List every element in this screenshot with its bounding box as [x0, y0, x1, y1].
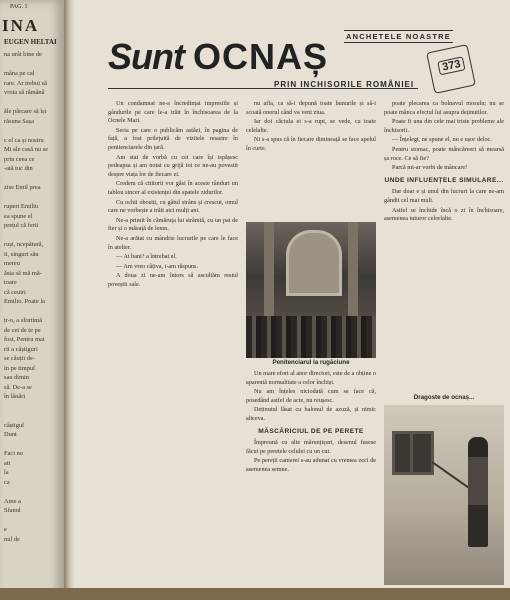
paragraph: Pe pereții camerei s-au adunat cu vremea zeci de asemenea semne. [246, 457, 376, 473]
paragraph: Astfel se închide încă o zi în închisoare, asemenea tuturor celorlalte. [384, 206, 504, 223]
left-page-line: mereu [4, 260, 20, 267]
paragraph: Iar doi căciula ei s-a rupt, se vede, ca toate celelalte. [246, 118, 376, 134]
paragraph: Credem că cititorii vor găsi în aceste rânduri un tablou sincer al existenței din spatele zidurilor. [108, 180, 238, 196]
prisoner-sweeping-photo [384, 405, 504, 585]
left-page-line [0, 487, 64, 497]
left-page-line: răsuna Sașa [4, 117, 34, 125]
left-page-line: prin ceea ce [4, 155, 35, 163]
left-page-line: Faci nu [4, 450, 23, 457]
series-label: ANCHETELE NOASTRE [346, 32, 451, 41]
photo-altar-arch [286, 230, 342, 296]
left-page-line: țr-o, a sfortimă [4, 317, 43, 324]
paragraph: Poate fi una din cele mai triste probleme ale închisorii. [384, 118, 504, 134]
left-page-line: ii, singuri său [4, 250, 39, 258]
photo-broom [432, 461, 472, 490]
masthead [74, 26, 510, 96]
left-page-line: prețul că ferii [4, 222, 39, 229]
left-page-line: Dunt [4, 431, 17, 438]
text-column-2-top [246, 100, 376, 220]
left-page-line: e [4, 526, 7, 533]
left-page-line [0, 411, 64, 421]
left-page-line: se căuții de- [4, 355, 35, 362]
left-page-line: fost, Pentru mai [4, 336, 45, 343]
left-page-line: ruperi Emiliu [4, 203, 39, 210]
left-page-line [0, 231, 64, 241]
title-word-1: Sunt [108, 36, 184, 77]
paragraph: Deținutul lăsat cu balonul de azuză, și nimic altceva. [246, 406, 376, 422]
paragraph: — Am vreo câțiva, i-am răspuns. [116, 262, 198, 270]
left-page-line [0, 307, 64, 317]
paragraph: nu afla, ca să-i depună toate bunurile și să-i scoată onorul când va veni ziua. [246, 100, 376, 116]
badge-number: 373 [437, 56, 466, 75]
paragraph: Parcă mi-ar vorbi de mâncare! [392, 164, 468, 172]
paragraph: Ne-a primit în cămăruța lui strâmtă, cu un pat de fier și o măsuță de lemn. [108, 216, 238, 233]
paragraph: Pentru stomac, poate mâncăreeri să mearsă șa roce. Ce să fie? [384, 145, 504, 162]
left-page-line [0, 516, 64, 526]
paragraph: Împreună cu alte mărunțișuri, desenul fusese făcut pe peretele celulei cu un cui. [246, 439, 376, 455]
section-heading: MĂSCĂRICIUL DE PE PERETE [258, 427, 364, 435]
book-cover-edge [0, 588, 510, 600]
left-page-line: să. De-a se [4, 383, 32, 391]
paragraph: — Ai bani? a întrebat el. [116, 253, 177, 261]
left-page-author: EUGEN HELTAI [4, 38, 57, 46]
prisoner-number-badge [426, 44, 476, 94]
left-page-line: ca [4, 478, 10, 486]
left-page-line: câștigul [4, 421, 24, 429]
article-page [74, 0, 510, 600]
photo-crowd [246, 316, 376, 358]
paragraph: Nu am înțeles niciodată cum se face că, posedând astfel de acte, nu reușesc. [246, 388, 376, 404]
left-page-header: PAG. 1 [10, 4, 28, 10]
paragraph: Cu ochii obosiți, cu gâtul strâns și crescut, omul care ne vorbește a trăit aici mulți ani. [108, 198, 238, 215]
paragraph: A doua zi ne-am întors să ascultăm restul poveștii sale. [108, 272, 238, 288]
left-page-line: Sfanul [4, 507, 21, 514]
left-page-line: Emilio. Poate la [4, 298, 45, 305]
title-word-2: OCNAȘ [193, 36, 329, 77]
section-heading: UNDE INFLUENȚELE SIMULARE... [384, 176, 504, 184]
left-page-line: sau dimin [4, 374, 30, 381]
left-page-line: ruși, ncepătură, [4, 241, 44, 248]
left-page-line [0, 402, 64, 412]
text-column-2-bottom [246, 370, 376, 582]
photo-window [392, 431, 434, 475]
paragraph: Ne-a arătat cu mândrie lucrurile pe care le face în atelier. [108, 234, 238, 251]
left-page-line: ati [4, 459, 11, 467]
left-page-line: nul de [4, 535, 20, 543]
book-spine [64, 0, 74, 600]
photo-caption-2: Dragoste de ocnaș... [413, 394, 475, 401]
article-subtitle: PRIN INCHISORILE ROMÂNIEI [274, 80, 415, 89]
text-column-3 [384, 100, 504, 390]
left-page-line [0, 126, 64, 136]
paragraph: Un condamnat ne-a încredințat impresiile și gândurile pe care le-a trăit în închisoarea de la Ocnele Mari. [108, 100, 238, 125]
left-page-line: ăsta să mă mă- [4, 269, 42, 277]
text-column-1 [108, 100, 238, 580]
photo-pillar-left [264, 222, 274, 322]
left-page-line: c el ca și nostru [4, 136, 44, 144]
paragraph: Seria pe care o publicăm astăzi, în pagina de față, a fost prilejuită de vizitele noastre în penitenciarele din țară. [108, 126, 238, 151]
paragraph: poate plecarea ca bolnavul mosulu; nu se poate mânca efectul lui asupra deținutilor. [384, 100, 504, 116]
paragraph: Ni s-a spus că în fiecare dimineață se face apelul în curte. [246, 136, 376, 152]
left-page-line [0, 60, 64, 70]
left-page-line: ea spune el [4, 212, 33, 220]
left-page-line: na urât bine de [4, 51, 42, 58]
photo-pillar-right [348, 222, 358, 322]
left-page-line: Ame a [4, 497, 21, 505]
paragraph: Un mare efort al anor directori, este de a obține o aparentă normalitate a celor închiși. [246, 370, 376, 386]
left-page-line [0, 98, 64, 108]
left-page-line: Mi ale casă nu se [4, 146, 49, 153]
article-title [108, 36, 328, 78]
left-page-line: la [4, 469, 9, 476]
left-page-line: rare. Ar trebui să [4, 79, 47, 87]
left-page-title: INA [2, 16, 40, 35]
paragraph: — Înțelegi, ne spune el, nu e ușor deloc. [392, 136, 492, 144]
left-page-line: mâna pe cal [4, 70, 35, 77]
left-page-line: -ată tuc din [4, 165, 33, 172]
paragraph: Dar doar e și unul din lucruri la care ne-am gândit cel mai mult. [384, 188, 504, 204]
left-page-text [0, 50, 64, 544]
left-page-line: în lânări [4, 393, 26, 400]
left-page-line [0, 440, 64, 450]
paragraph: Am stat de vorbă cu cei care își ispășesc pedeapsa și am notat cu grijă tot ce ne-au povestit despre viața lor de fiecare zi. [108, 153, 238, 178]
left-page-line: vroia să rămână [4, 89, 45, 96]
left-page-line [0, 174, 64, 184]
photo-caption-1: Penitenciarul la rugăciune [272, 359, 350, 366]
left-page-line: de cei de te pe [4, 326, 41, 334]
photo-prisoner-figure [468, 437, 488, 547]
left-page-line: rii a câștiguri [4, 345, 38, 353]
left-page-line: in pe timpul [4, 364, 35, 372]
left-page-line: ăle pârcare să își [4, 108, 47, 115]
left-page-line: zise Emil prea [4, 184, 41, 191]
left-page-line: toare [4, 279, 17, 286]
prison-chapel-photo [246, 222, 376, 358]
left-page-line [0, 193, 64, 203]
left-page-line: că ceuiri [4, 288, 26, 296]
left-facing-page [0, 0, 64, 600]
